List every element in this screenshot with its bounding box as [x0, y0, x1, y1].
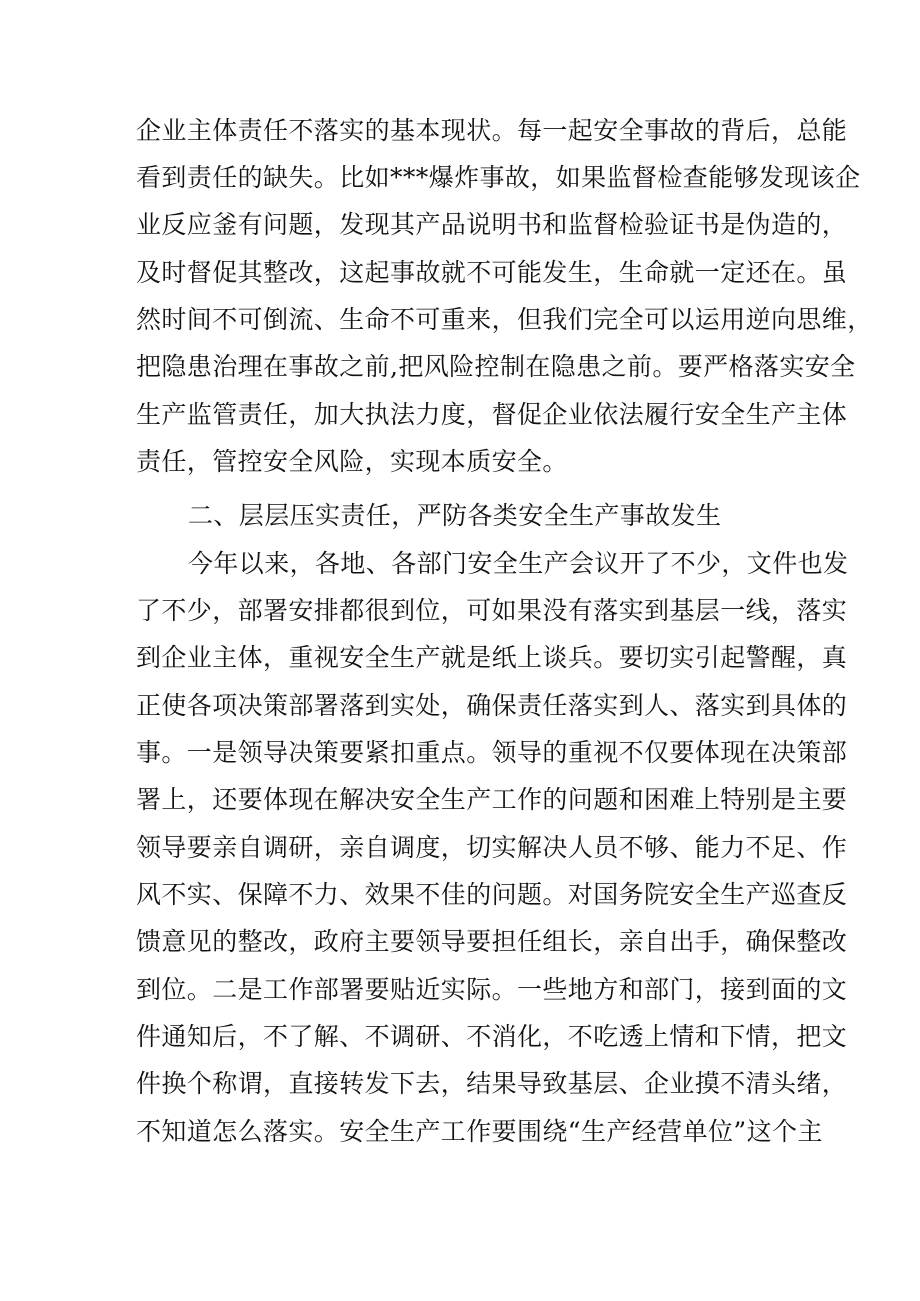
text-line: 事。一是领导决策要紧扣重点。领导的重视不仅要体现在决策部: [136, 738, 848, 767]
text-line: 件换个称谓，直接转发下去，结果导致基层、企业摸不清头绪，: [136, 1069, 848, 1098]
text-line: 然时间不可倒流、生命不可重来，但我们完全可以运用逆向思维，: [136, 305, 873, 334]
section-heading: 二、层层压实责任，严防各类安全生产事故发生: [188, 501, 722, 530]
text-line: 到企业主体，重视安全生产就是纸上谈兵。要切实引起警醒，真: [136, 643, 848, 672]
text-line: 业反应釜有问题，发现其产品说明书和监督检验证书是伪造的，: [136, 210, 848, 239]
text-line: 风不实、保障不力、效果不佳的问题。对国务院安全生产巡查反: [136, 880, 848, 909]
text-line: 看到责任的缺失。比如***爆炸事故，如果监督检查能够发现该企: [136, 163, 861, 192]
text-line: 及时督促其整改，这起事故就不可能发生，生命就一定还在。虽: [136, 258, 848, 287]
text-line: 责任，管控安全风险，实现本质安全。: [136, 447, 568, 476]
text-line: 署上，还要体现在解决安全生产工作的问题和困难上特别是主要: [136, 785, 848, 814]
text-line: 今年以来，各地、各部门安全生产会议开了不少，文件也发: [188, 549, 849, 578]
text-line: 件通知后，不了解、不调研、不消化，不吃透上情和下情，把文: [136, 1022, 848, 1051]
text-line: 把隐患治理在事故之前,把风险控制在隐患之前。要严格落实安全: [136, 352, 856, 381]
text-line: 馈意见的整改，政府主要领导要担任组长，亲自出手，确保整改: [136, 927, 848, 956]
text-line: 不知道怎么落实。安全生产工作要围绕“生产经营单位”这个主: [136, 1117, 823, 1146]
text-line: 了不少，部署安排都很到位，可如果没有落实到基层一线，落实: [136, 596, 848, 625]
text-line: 企业主体责任不落实的基本现状。每一起安全事故的背后，总能: [136, 116, 848, 145]
text-line: 正使各项决策部署落到实处，确保责任落实到人、落实到具体的: [136, 691, 848, 720]
text-line: 生产监管责任，加大执法力度，督促企业依法履行安全生产主体: [136, 400, 848, 429]
text-line: 领导要亲自调研，亲自调度，切实解决人员不够、能力不足、作: [136, 833, 848, 862]
text-line: 到位。二是工作部署要贴近实际。一些地方和部门，接到面的文: [136, 975, 848, 1004]
